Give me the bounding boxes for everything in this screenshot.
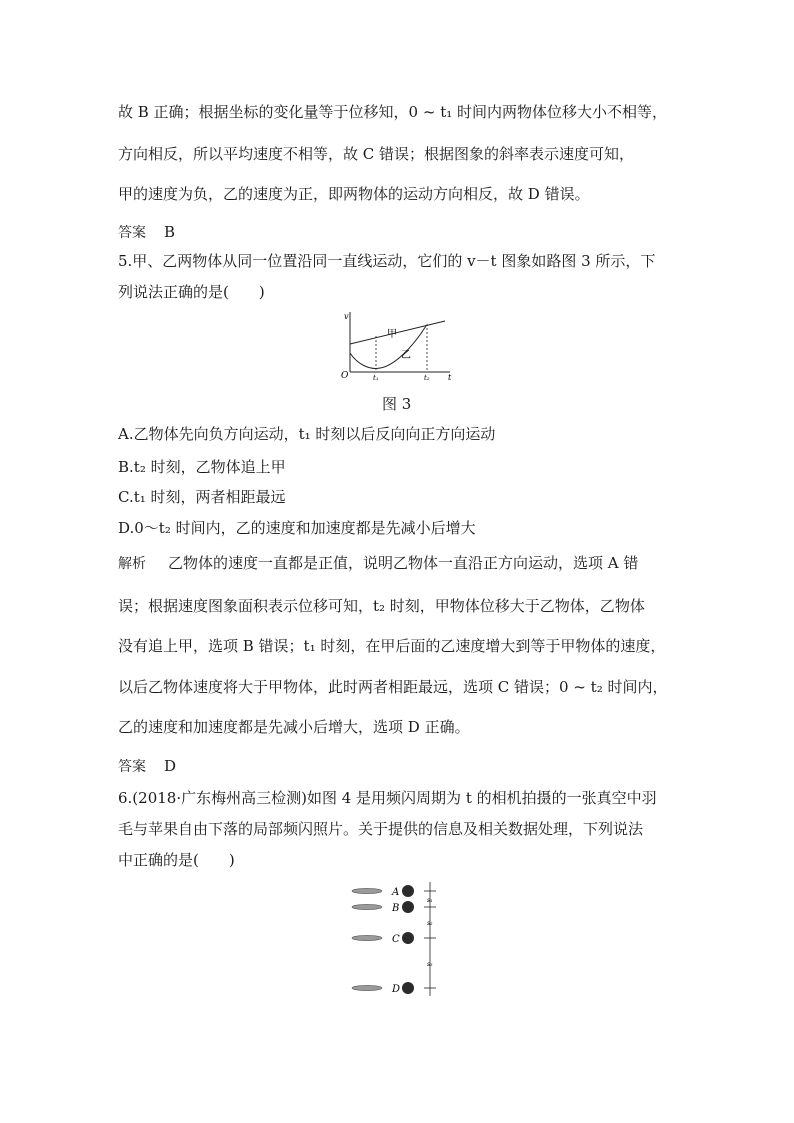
figure-3-caption: 图 3 — [382, 395, 412, 413]
q5-option-b: B.t₂ 时刻，乙物体追上甲 — [118, 458, 286, 476]
feather-b — [352, 904, 382, 909]
strobe-photo-figure-4 — [348, 878, 448, 1000]
q5-analysis-line-2: 误；根据速度图象面积表示位移可知，t₂ 时刻，甲物体位移大于乙物体，乙物体 — [118, 597, 645, 615]
apple-d — [402, 982, 414, 994]
label-d: D — [392, 984, 401, 995]
label-c: C — [392, 934, 400, 945]
v-axis-label: v — [344, 312, 349, 321]
intro-line-2: 方向相反，所以平均速度不相等，故 C 错误；根据图象的斜率表示速度可知， — [118, 145, 635, 163]
origin-label: O — [341, 371, 349, 381]
t2-tick-label: t₂ — [424, 374, 430, 382]
source-tag: 广东梅州高三检测 — [181, 789, 302, 807]
q5-analysis-line-1: 解析 乙物体的速度一直都是正值，说明乙物体一直沿正方向运动，选项 A 错 — [118, 554, 639, 572]
q5-stem-line-2: 列说法正确的是( ) — [118, 283, 265, 301]
q5-option-c: C.t₁ 时刻，两者相距最远 — [118, 488, 286, 506]
answer-value: D — [164, 757, 177, 775]
answer-label: 答案 — [118, 759, 146, 775]
q5-analysis-line-5: 乙的速度和加速度都是先减小后增大，选项 D 正确。 — [118, 718, 470, 736]
feather-c — [352, 935, 382, 940]
jia-label: 甲 — [387, 329, 397, 340]
yi-label: 乙 — [401, 350, 411, 361]
analysis-label: 解析 — [118, 556, 146, 572]
label-s3: s₃ — [427, 961, 433, 968]
feather-a — [352, 888, 382, 893]
jia-line — [350, 321, 445, 344]
answer-label: 答案 — [118, 225, 146, 241]
q5-option-a: A.乙物体先向负方向运动，t₁ 时刻以后反向向正方向运动 — [118, 425, 496, 443]
q6-stem-line-1: 6.(2018·广东梅州高三检测)如图 4 是用频闪周期为 t 的相机拍摄的一张真空中羽 — [118, 789, 657, 807]
label-s1: s₁ — [427, 897, 433, 904]
q5-analysis-line-3: 没有追上甲，选项 B 错误；t₁ 时刻，在甲后面的乙速度增大到等于甲物体的速度， — [118, 637, 666, 655]
label-a: A — [392, 887, 400, 898]
apple-a — [402, 885, 414, 897]
apple-c — [402, 932, 414, 944]
apple-b — [402, 901, 414, 913]
answer-value: B — [164, 223, 176, 241]
t1-tick-label: t₁ — [373, 374, 379, 382]
vt-graph-figure-3 — [338, 310, 458, 386]
label-s2: s₂ — [427, 920, 433, 927]
q6-stem-line-2: 毛与苹果自由下落的局部频闪照片。关于提供的信息及相关数据处理，下列说法 — [118, 820, 644, 838]
t-axis-label: t — [448, 373, 452, 382]
intro-line-1: 故 B 正确；根据坐标的变化量等于位移知，0 ~ t₁ 时间内两物体位移大小不相等， — [118, 103, 668, 121]
intro-line-3: 甲的速度为负，乙的速度为正，即两物体的运动方向相反，故 D 错误。 — [118, 185, 590, 203]
q5-analysis-line-4: 以后乙物体速度将大于甲物体，此时两者相距最远，选项 C 错误；0 ~ t₂ 时间内， — [118, 678, 668, 696]
q5-option-d: D.0～t₂ 时间内，乙的速度和加速度都是先减小后增大 — [118, 519, 476, 537]
answer-row-q5 — [118, 756, 176, 777]
q5-stem-line-1: 5.甲、乙两物体从同一位置沿同一直线运动，它们的 v－t 图象如路图 3 所示，下 — [118, 252, 656, 270]
label-b: B — [392, 903, 400, 914]
feather-d — [352, 985, 382, 990]
q6-stem-line-3: 中正确的是( ) — [118, 851, 235, 869]
answer-row-q4 — [118, 222, 175, 243]
